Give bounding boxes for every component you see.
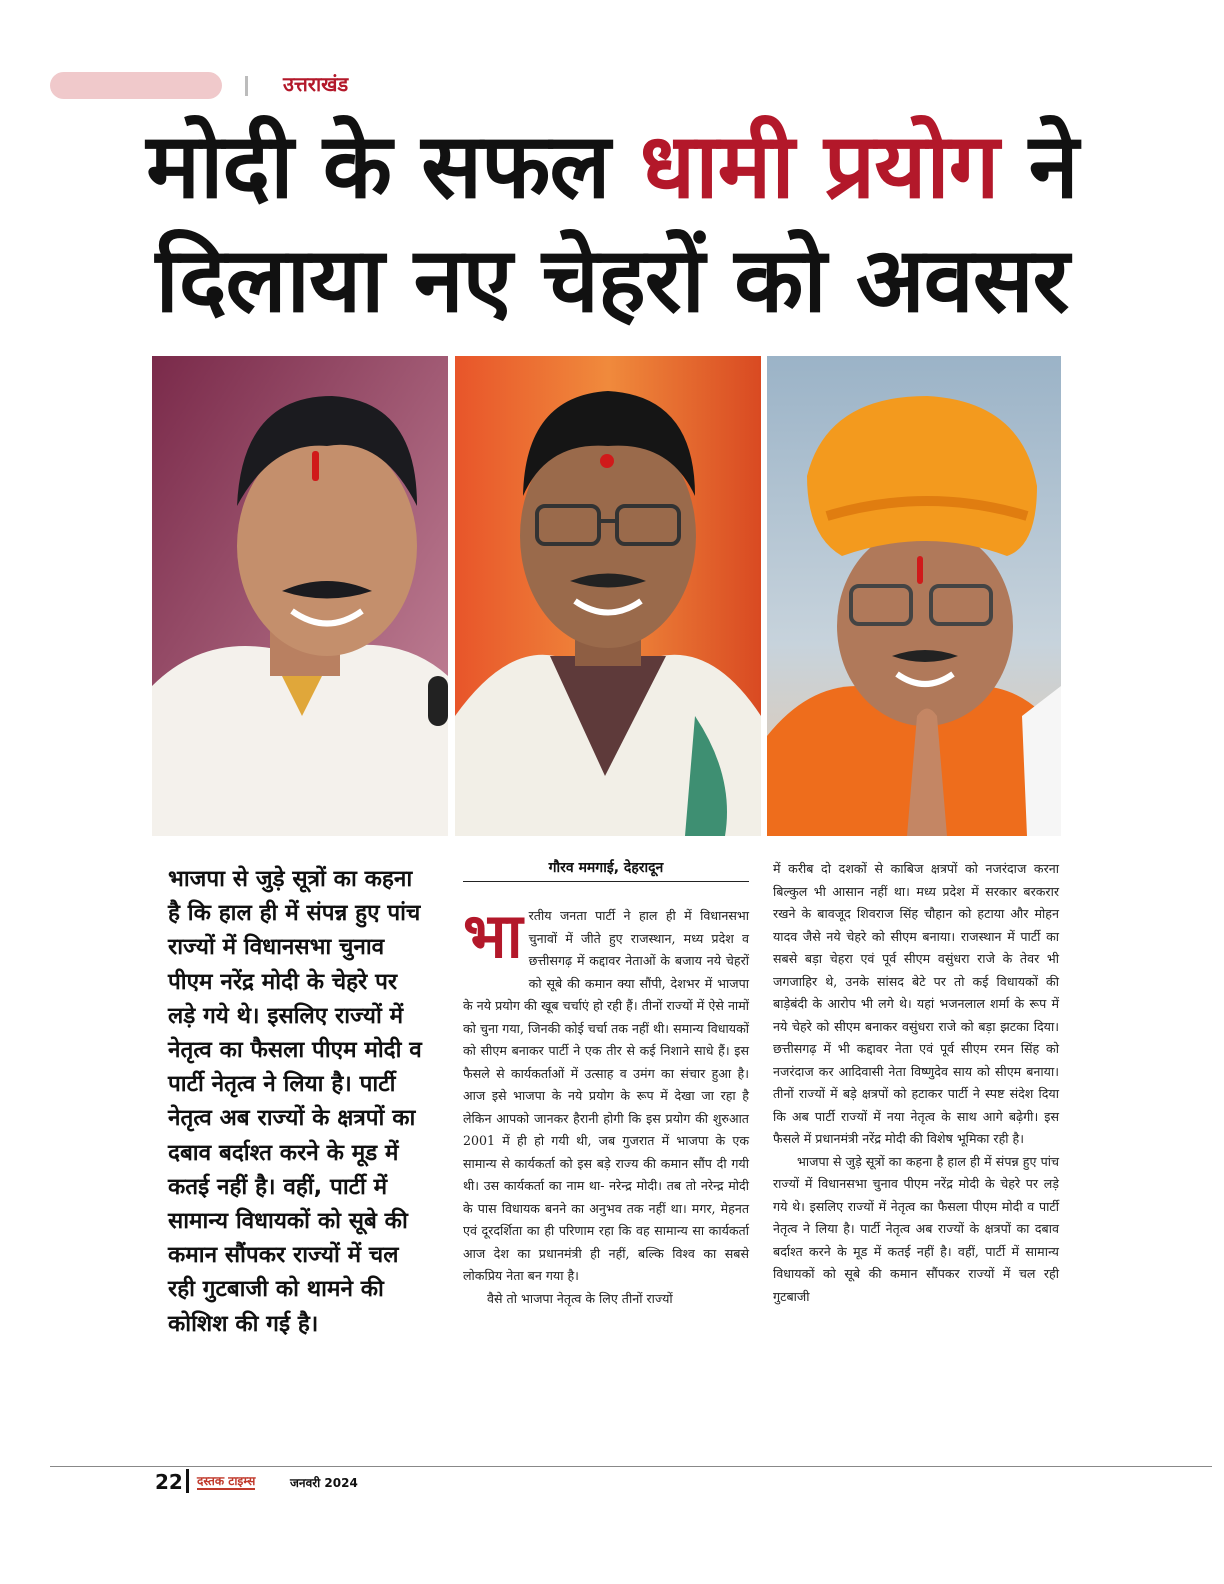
footer-rule bbox=[50, 1466, 1212, 1467]
headline-line-2: दिलाया नए चेहरों को अवसर bbox=[155, 228, 1069, 333]
byline: गौरव ममगाई, देहरादून bbox=[463, 858, 749, 882]
article-column-2 bbox=[463, 899, 749, 1310]
headline-highlight: धामी प्रयोग bbox=[639, 114, 999, 219]
article-paragraph: वैसे तो भाजपा नेतृत्व के लिए तीनों राज्यों bbox=[487, 1290, 673, 1306]
photo-leader-3 bbox=[767, 356, 1061, 836]
section-pill bbox=[50, 72, 222, 99]
issue-date: जनवरी 2024 bbox=[290, 1476, 358, 1490]
section-label: उत्तराखंड bbox=[283, 72, 349, 96]
article-column-3 bbox=[773, 858, 1059, 1308]
photo-leader-1 bbox=[152, 356, 448, 836]
publication-logo: दस्तक टाइम्स bbox=[197, 1474, 256, 1488]
article-paragraph: में करीब दो दशकों से काबिज क्षत्रपों को नजरंदाज करना बिल्कुल भी आसान नहीं था। मध्य प्रदेश में सरकार बरकरार रखने के बावजूद शिवराज सिंह चौहान को हटाया और मोहन यादव जैसे नये चेहरे को सीएम बनाया। राजस्थान में पार्टी का सबसे बड़ा चेहरा एवं पूर्व सीएम वसुंधरा राजे के तेवर भी जगजाहिर थे, उनके सांसद बेटे पर तो कई विधायकों की बाड़ेबंदी के आरोप भी लगे थे। यहां भजनलाल शर्मा के रूप में नये चेहरे को सीएम बनाकर वसुंधरा राजे को बड़ा झटका दिया। छत्तीसगढ़ में भी कद्दावर नेता एवं पूर्व सीएम रमन सिंह को नजरंदाज कर आदिवासी नेता विष्णुदेव साय को सीएम बनाया। तीनों राज्यों में बड़े क्षत्रपों को हटाकर पार्टी ने स्पष्ट संदेश दिया कि अब पार्टी राज्यों में नया नेतृत्व के साथ आगे बढ़ेगी। इस फैसले में प्रधानमंत्री नरेंद्र मोदी की विशेष भूमिका रही है। bbox=[773, 861, 1059, 1146]
page-number: 22 bbox=[155, 1470, 183, 1494]
headline-text: ने bbox=[998, 114, 1078, 219]
footer-divider bbox=[186, 1469, 189, 1493]
article-paragraph: भाजपा से जुड़े सूत्रों का कहना है हाल ही में संपन्न हुए पांच राज्यों में विधानसभा चुनाव पीएम नरेंद्र मोदी के चेहरे पर लड़े गये थे। इसलिए राज्यों में नेतृत्व का फैसला पीएम मोदी व पार्टी नेतृत्व ने लिया है। पार्टी नेतृत्व अब राज्यों के क्षत्रपों का दबाव बर्दाश्त करने के मूड में कतई नहीं है। वहीं, पार्टी में सामान्य विधायकों को सूबे की कमान सौंपकर राज्यों में चल रही गुटबाजी bbox=[773, 1153, 1059, 1304]
section-divider bbox=[245, 76, 248, 96]
headline-line-1 bbox=[0, 114, 1224, 219]
pull-quote: भाजपा से जुड़े सूत्रों का कहना है कि हाल ही में संपन्न हुए पांच राज्यों में विधानसभा चुनाव पीएम नरेंद्र मोदी के चेहरे पर लड़े गये थे। इसलिए राज्यों में नेतृत्व का फैसला पीएम मोदी व पार्टी नेतृत्व ने लिया है। पार्टी नेतृत्व अब राज्यों के क्षत्रपों का दबाव बर्दाश्त करने के मूड में कतई नहीं है। वहीं, पार्टी में सामान्य विधायकों को सूबे की कमान सौंपकर राज्यों में चल रही गुटबाजी को थामने की कोशिश की गई है। bbox=[168, 866, 422, 1337]
dropcap: भा bbox=[463, 899, 523, 972]
headline-text: मोदी के सफल bbox=[146, 114, 640, 219]
photo-leader-2 bbox=[455, 356, 761, 836]
article-paragraph: रतीय जनता पार्टी ने हाल ही में विधानसभा चुनावों में जीते हुए राजस्थान, मध्य प्रदेश व छत्तीसगढ़ में कद्दावर नेताओं के बजाय नये चेहरों को सूबे की कमान क्या सौंपी, देशभर में भाजपा के नये प्रयोग की खूब चर्चाएं हो रही हैं। तीनों राज्यों में ऐसे नामों को चुना गया, जिनकी कोई चर्चा तक नहीं थी। समान्य विधायकों को सीएम बनाकर पार्टी ने एक तीर से कई निशाने साधे हैं। इस फैसले से कार्यकर्ताओं में उत्साह व उमंग का संचार हुआ है। आज इसे भाजपा के नये प्रयोग के रूप में देखा जा रहा है लेकिन आपको जानकर हैरानी होगी कि इस प्रयोग की शुरुआत 2001 में ही हो गयी थी, जब गुजरात में भाजपा के एक सामान्य से कार्यकर्ता को इस बड़े राज्य की कमान सौंप दी गयी थी। उस कार्यकर्ता का नाम था- नरेन्द्र मोदी। तब तो नरेन्द्र मोदी के पास विधायक बनने का अनुभव तक नहीं था। मगर, मेहनत एवं दूरदर्शिता का ही परिणाम रहा कि वह सामान्य सा कार्यकर्ता आज देश का प्रधानमंत्री ही नहीं, बल्कि विश्व का सबसे लोकप्रिय नेता बन गया है। bbox=[463, 908, 749, 1283]
